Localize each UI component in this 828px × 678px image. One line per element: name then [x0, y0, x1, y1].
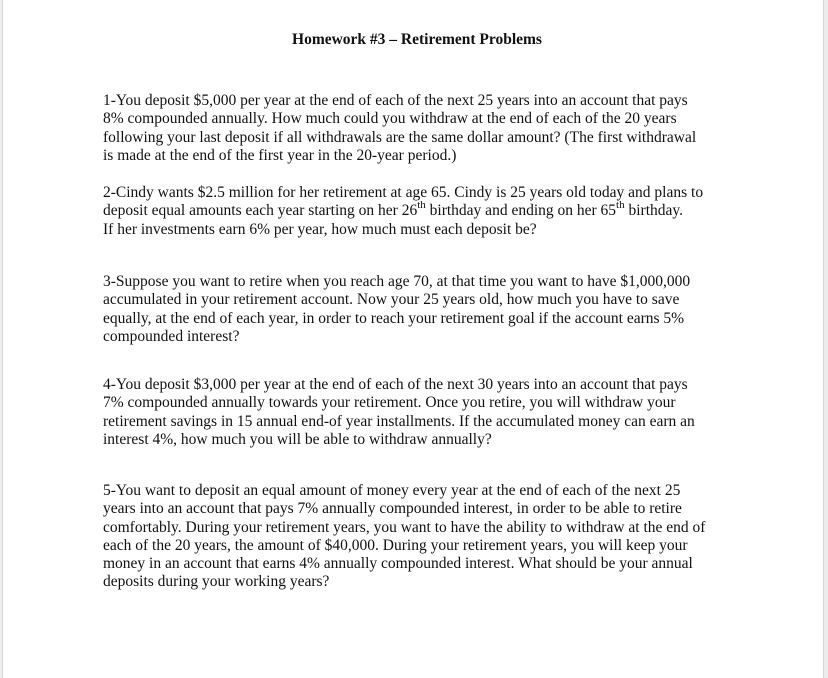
problem-3-line: accumulated in your retirement account. Now your 25 years old, how much you have to save	[103, 291, 680, 309]
problem-2-line: If her investments earn 6% per year, how much must each deposit be?	[103, 220, 537, 238]
problem-1	[103, 92, 739, 165]
ordinal-suffix: th	[417, 199, 426, 212]
problem-5-line: each of the 20 years, the amount of $40,000. During your retirement years, you will keep your	[103, 536, 688, 554]
problem-2-line	[103, 199, 739, 220]
problem-3-line: equally, at the end of each year, in order to reach your retirement goal if the account earns 5%	[103, 309, 685, 327]
problem-4-line: retirement savings in 15 annual end-of year installments. If the accumulated money can earn an	[103, 412, 695, 430]
problem-2	[103, 184, 739, 239]
problem-1-line: following your last deposit if all withdrawals are the same dollar amount? (The first withdrawal	[103, 128, 697, 146]
problem-3-line: compounded interest?	[103, 327, 240, 345]
problem-2-text: deposit equal amounts each year starting on her 26	[103, 202, 418, 220]
problem-4-line: 7% compounded annually towards your retirement. Once you retire, you will withdraw your	[103, 394, 676, 412]
problem-2-text: birthday.	[624, 202, 684, 220]
problem-1-line: 8% compounded annually. How much could you withdraw at the end of each of the 20 years	[103, 110, 677, 128]
problem-1-line: is made at the end of the first year in the 20-year period.)	[103, 146, 457, 164]
document-page	[2, 0, 824, 678]
problem-5	[103, 482, 739, 592]
document-title: Homework #3 – Retirement Problems	[292, 31, 542, 48]
problem-2-text: birthday and ending on her 65	[425, 202, 617, 220]
problem-5-line: 5-You want to deposit an equal amount of money every year at the end of each of the next 25	[103, 482, 681, 499]
ordinal-suffix: th	[616, 199, 625, 212]
problem-3	[103, 273, 739, 346]
problem-5-line: deposits during your working years?	[103, 573, 330, 591]
problem-5-line: comfortably. During your retirement years, you want to have the ability to withdraw at the end of	[103, 518, 706, 536]
problem-3-line: 3-Suppose you want to retire when you reach age 70, at that time you want to have $1,000,000	[103, 273, 691, 290]
problem-1-line: 1-You deposit $5,000 per year at the end of each of the next 25 years into an account that pays	[103, 92, 688, 109]
problem-4	[103, 376, 739, 449]
problem-5-line: years into an account that pays 7% annually compounded interest, in order to be able to retire	[103, 500, 682, 518]
problem-5-line: money in an account that earns 4% annually compounded interest. What should be your annual	[103, 555, 693, 573]
problem-4-line: interest 4%, how much you will be able to withdraw annually?	[103, 430, 492, 448]
problem-2-line: 2-Cindy wants $2.5 million for her retirement at age 65. Cindy is 25 years old today and plans to	[103, 184, 704, 201]
problem-4-line: 4-You deposit $3,000 per year at the end of each of the next 30 years into an account that pays	[103, 376, 688, 393]
